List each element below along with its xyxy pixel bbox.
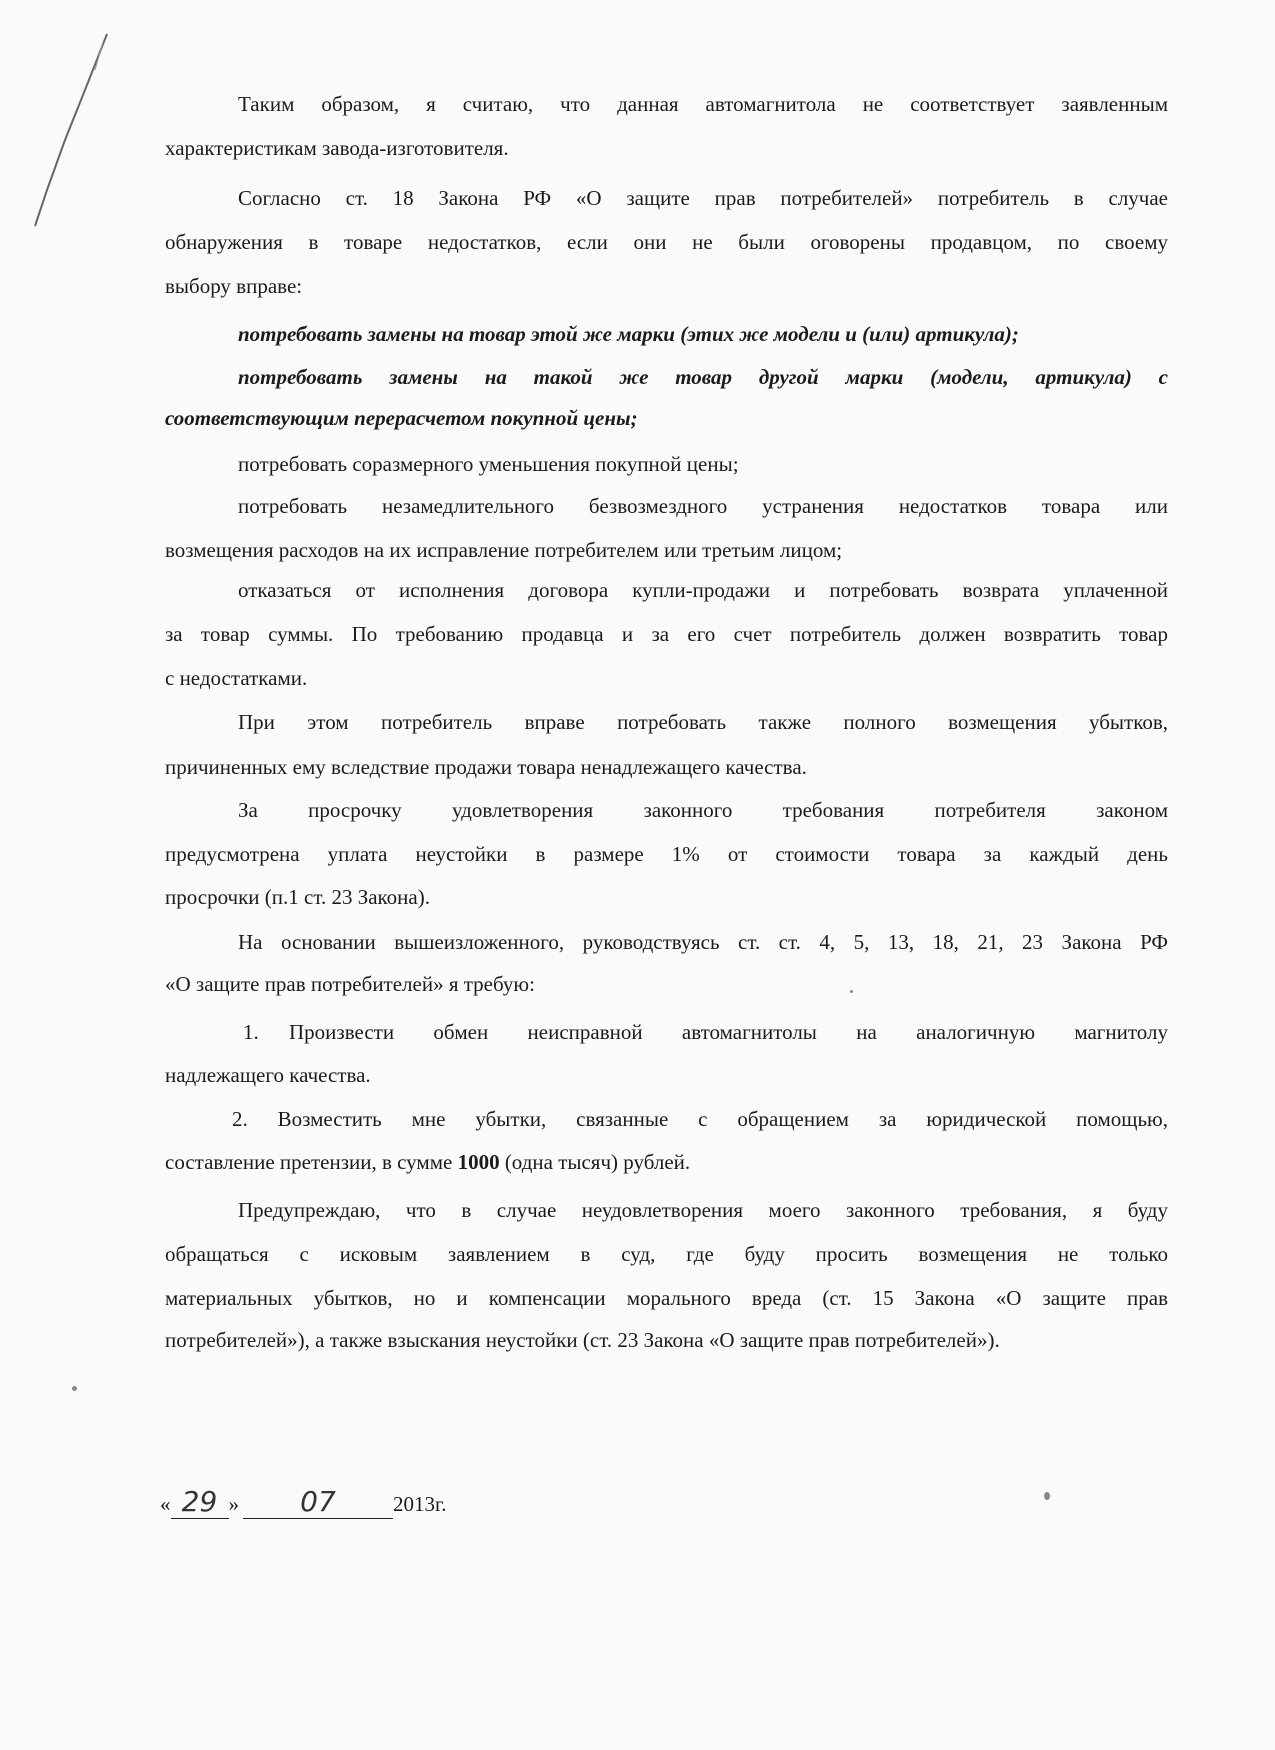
- paragraph-6-line-4: потребителей»), а также взыскания неустойки (ст. 23 Закона «О защите прав потребителей»).: [165, 1328, 1000, 1352]
- date-close-quote: »: [228, 1492, 239, 1516]
- option-5-line-2: за товар суммы. По требованию продавца и за его счет потребитель должен возвратить товар: [165, 622, 1168, 646]
- demand-2-line-1: 2. Возместить мне убытки, связанные с обращением за юридической помощью,: [232, 1107, 1168, 1131]
- demand-2-line-2: [165, 1150, 1168, 1175]
- date-year: 2013г.: [393, 1492, 447, 1516]
- demand-2-text-after: (одна тысяч) рублей.: [499, 1150, 691, 1174]
- paragraph-1-line-1: Таким образом, я считаю, что данная автомагнитола не соответствует заявленным: [238, 92, 1168, 116]
- demand-2-amount: 1000: [457, 1150, 500, 1174]
- scan-speck: [850, 990, 853, 993]
- demand-1-line-2: надлежащего качества.: [165, 1063, 371, 1087]
- option-4-line-2: возмещения расходов на их исправление потребителем или третьим лицом;: [165, 538, 843, 562]
- paragraph-4-line-1: За просрочку удовлетворения законного требования потребителя законом: [238, 798, 1168, 822]
- paragraph-2-line-2: обнаружения в товаре недостатков, если они не были оговорены продавцом, по своему: [165, 230, 1168, 254]
- scan-speck: [72, 1386, 77, 1391]
- paragraph-5-line-2: «О защите прав потребителей» я требую:: [165, 972, 535, 996]
- option-5-line-3: с недостатками.: [165, 666, 308, 690]
- paragraph-6-line-3: материальных убытков, но и компенсации морального вреда (ст. 15 Закона «О защите прав: [165, 1286, 1168, 1310]
- paragraph-2-line-3: выбору вправе:: [165, 274, 303, 298]
- paragraph-3-line-1: При этом потребитель вправе потребовать также полного возмещения убытков,: [238, 710, 1168, 734]
- paragraph-6-line-1: Предупреждаю, что в случае неудовлетворения моего законного требования, я буду: [238, 1198, 1168, 1222]
- paragraph-4-line-3: просрочки (п.1 ст. 23 Закона).: [165, 885, 430, 909]
- option-2-line-1: потребовать замены на такой же товар другой марки (модели, артикула) с: [238, 365, 1168, 389]
- date-open-quote: «: [160, 1492, 171, 1516]
- pen-stroke-mark: [25, 30, 115, 230]
- option-2-line-2: соответствующим перерасчетом покупной цены;: [165, 406, 638, 430]
- date-line: [160, 1485, 447, 1519]
- option-5-line-1: отказаться от исполнения договора купли-продажи и потребовать возврата уплаченной: [238, 578, 1168, 602]
- paragraph-4-line-2: предусмотрена уплата неустойки в размере 1% от стоимости товара за каждый день: [165, 842, 1168, 866]
- paragraph-6-line-2: обращаться с исковым заявлением в суд, где буду просить возмещения не только: [165, 1242, 1168, 1266]
- paragraph-1-line-2: характеристикам завода-изготовителя.: [165, 136, 509, 160]
- paragraph-5-line-1: На основании вышеизложенного, руководствуясь ст. ст. 4, 5, 13, 18, 21, 23 Закона РФ: [238, 930, 1168, 954]
- demand-1-number: 1.: [243, 1020, 259, 1044]
- option-1: потребовать замены на товар этой же марки (этих же модели и (или) артикула);: [238, 322, 1019, 346]
- date-day-handwritten: 29: [181, 1485, 218, 1518]
- date-month-handwritten: 07: [300, 1485, 336, 1518]
- paragraph-2-line-1: Согласно ст. 18 Закона РФ «О защите прав потребителей» потребитель в случае: [238, 186, 1168, 210]
- demand-1-line-1: Произвести обмен неисправной автомагнитолы на аналогичную магнитолу: [289, 1020, 1168, 1044]
- paragraph-3-line-2: причиненных ему вследствие продажи товара ненадлежащего качества.: [165, 755, 807, 779]
- option-4-line-1: потребовать незамедлительного безвозмездного устранения недостатков товара или: [238, 494, 1168, 518]
- demand-2-text-before: составление претензии, в сумме: [165, 1150, 458, 1174]
- scan-speck: [1044, 1492, 1050, 1500]
- option-3: потребовать соразмерного уменьшения покупной цены;: [238, 452, 739, 476]
